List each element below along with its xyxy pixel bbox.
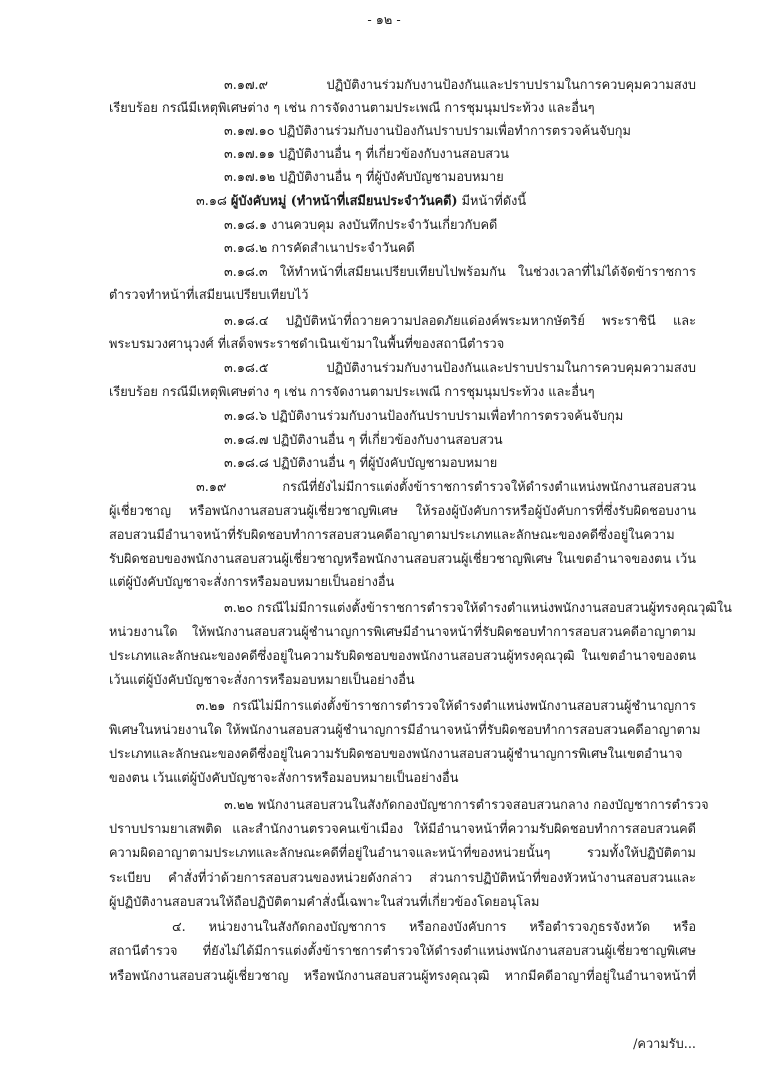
text-line: ๔. หน่วยงานในสังกัดกองบัญชาการ หรือกองบังคับการ หรือตำรวจภูธรจังหวัด หรือ xyxy=(172,920,696,935)
text-line: ๓.๑๘.๒ การคัดสำเนาประจำวันคดี xyxy=(224,241,415,256)
text-line: ของตน เว้นแต่ผู้บังคับบัญชาจะสั่งการหรือมอบหมายเป็นอย่างอื่น xyxy=(109,771,459,786)
section-title: ผู้บังคับหมู่ (ทำหน้าที่เสมียนประจำวันคดี) xyxy=(230,194,458,209)
text-line: ความผิดอาญาตามประเภทและลักษณะคดีที่อยู่ในอำนาจและหน้าที่ของหน่วยนั้นๆ รวมทั้งให้ปฏิบัติตาม xyxy=(109,846,696,861)
text-line: ๓.๑๘.๓ ให้ทำหน้าที่เสมียนเปรียบเทียบไปพร้อมกัน ในช่วงเวลาที่ไม่ได้จัดข้าราชการ xyxy=(224,265,696,280)
text-line: ๓.๑๗.๙ ปฏิบัติงานร่วมกับงานป้องกันและปราบปรามในการควบคุมความสงบ xyxy=(224,78,696,93)
text-line: เรียบร้อย กรณีมีเหตุพิเศษต่าง ๆ เช่น การจัดงานตามประเพณี การชุมนุมประท้วง และอื่นๆ xyxy=(109,101,595,116)
text-line: ตำรวจทำหน้าที่เสมียนเปรียบเทียบไว้ xyxy=(109,288,309,303)
text-line: หรือพนักงานสอบสวนผู้เชี่ยวชาญ หรือพนักงานสอบสวนผู้ทรงคุณวุฒิ หากมีคดีอาญาที่อยู่ในอำนาจหน้าที่ xyxy=(109,969,696,984)
text-line: หน่วยงานใด ให้พนักงานสอบสวนผู้ชำนาญการพิเศษมีอำนาจหน้าที่รับผิดชอบทำการสอบสวนคดีอาญาตาม xyxy=(109,625,696,640)
text-line: พิเศษในหน่วยงานใด ให้พนักงานสอบสวนผู้ชำนาญการมีอำนาจหน้าที่รับผิดชอบทำการสอบสวนคดีอาญาตาม xyxy=(109,723,701,738)
page-number: - ๑๒ - xyxy=(367,13,401,28)
text-line: ๓.๑๘.๘ ปฏิบัติงานอื่น ๆ ที่ผู้บังคับบัญชามอบหมาย xyxy=(224,456,498,471)
text-line: เรียบร้อย กรณีมีเหตุพิเศษต่าง ๆ เช่น การจัดงานตามประเพณี การชุมนุมประท้วง และอื่นๆ xyxy=(109,385,595,400)
text-line: ประเภทและลักษณะของคดีซึ่งอยู่ในความรับผิดชอบของพนักงานสอบสวนผู้ทรงคุณวุฒิ ในเขตอำนาจของตน xyxy=(109,649,696,664)
text-line: ๓.๒๑ กรณีไม่มีการแต่งตั้งข้าราชการตำรวจให้ดำรงตำแหน่งพนักงานสอบสวนผู้ชำนาญการ xyxy=(196,699,696,714)
text-line: ผู้เชี่ยวชาญ หรือพนักงานสอบสวนผู้เชี่ยวชาญพิเศษ ให้รองผู้บังคับการหรือผู้บังคับการที่ซึ่งรับผิดชอบงาน xyxy=(109,504,696,519)
text-line: ๓.๒๒ พนักงานสอบสวนในสังกัดกองบัญชาการตำรวจสอบสวนกลาง กองบัญชาการตำรวจ xyxy=(224,798,709,813)
text-line: ๓.๒๐ กรณีไม่มีการแต่งตั้งข้าราชการตำรวจให้ดำรงตำแหน่งพนักงานสอบสวนผู้ทรงคุณวุฒิใน xyxy=(224,601,732,616)
text-line: ผู้ปฏิบัติงานสอบสวนให้ถือปฏิบัติตามคำสั่งนี้เฉพาะในส่วนที่เกี่ยวข้องโดยอนุโลม xyxy=(109,895,540,910)
text-line: ๓.๑๗.๑๑ ปฏิบัติงานอื่น ๆ ที่เกี่ยวข้องกับงานสอบสวน xyxy=(224,147,510,162)
text-line: ประเภทและลักษณะของคดีซึ่งอยู่ในความรับผิดชอบของพนักงานสอบสวนผู้ชำนาญการพิเศษในเขตอำนาจ xyxy=(109,747,683,762)
text-line: เว้นแต่ผู้บังคับบัญชาจะสั่งการหรือมอบหมายเป็นอย่างอื่น xyxy=(109,673,415,688)
section-heading-3-18 xyxy=(196,191,526,214)
section-suffix: มีหน้าที่ดังนี้ xyxy=(457,194,527,209)
text-line: พระบรมวงศานุวงศ์ ที่เสด็จพระราชดำเนินเข้ามาในพื้นที่ของสถานีตำรวจ xyxy=(109,337,505,352)
text-line: สถานีตำรวจ ที่ยังไม่ได้มีการแต่งตั้งข้าราชการตำรวจให้ดำรงตำแหน่งพนักงานสอบสวนผู้เชี่ยวชาญพิเศษ xyxy=(109,944,696,959)
text-line: ๓.๑๗.๑๐ ปฏิบัติงานร่วมกับงานป้องกันปราบปรามเพื่อทำการตรวจค้นจับกุม xyxy=(224,124,631,139)
text-line: ๓.๑๘.๗ ปฏิบัติงานอื่น ๆ ที่เกี่ยวข้องกับงานสอบสวน xyxy=(224,433,503,448)
section-number: ๓.๑๘ xyxy=(196,194,231,209)
text-line: สอบสวนมีอำนาจหน้าที่รับผิดชอบทำการสอบสวนคดีอาญาตามประเภทและลักษณะของคดีซึ่งอยู่ในความ xyxy=(109,528,675,543)
text-line: ๓.๑๙ กรณีที่ยังไม่มีการแต่งตั้งข้าราชการตำรวจให้ดำรงตำแหน่งพนักงานสอบสวน xyxy=(196,480,696,495)
text-line: ปราบปรามยาเสพติด และสำนักงานตรวจคนเข้าเมือง ให้มีอำนาจหน้าที่ความรับผิดชอบทำการสอบสวนคดี xyxy=(109,822,696,837)
text-line: ระเบียบ คำสั่งที่ว่าด้วยการสอบสวนของหน่วยดังกล่าว ส่วนการปฏิบัติหน้าที่ของหัวหน้างานสอบสวนและ xyxy=(109,871,696,886)
text-line: ๓.๑๘.๖ ปฏิบัติงานร่วมกับงานป้องกันปราบปรามเพื่อทำการตรวจค้นจับกุม xyxy=(224,409,624,424)
continuation-marker: /ความรับ... xyxy=(633,1037,696,1052)
text-line: รับผิดชอบของพนักงานสอบสวนผู้เชี่ยวชาญหรือพนักงานสอบสวนผู้เชี่ยวชาญพิเศษ ในเขตอำนาจของตน เว้น xyxy=(109,552,696,567)
text-line: ๓.๑๘.๑ งานควบคุม ลงบันทึกประจำวันเกี่ยวกับคดี xyxy=(224,218,498,233)
text-line: ๓.๑๘.๕ ปฏิบัติงานร่วมกับงานป้องกันและปราบปรามในการควบคุมความสงบ xyxy=(224,361,696,376)
text-line: ๓.๑๘.๔ ปฏิบัติหน้าที่ถวายความปลอดภัยแด่องค์พระมหากษัตริย์ พระราชินี และ xyxy=(224,314,696,329)
text-line: ๓.๑๗.๑๒ ปฏิบัติงานอื่น ๆ ที่ผู้บังคับบัญชามอบหมาย xyxy=(224,170,504,185)
text-line: แต่ผู้บังคับบัญชาจะสั่งการหรือมอบหมายเป็นอย่างอื่น xyxy=(109,575,395,590)
